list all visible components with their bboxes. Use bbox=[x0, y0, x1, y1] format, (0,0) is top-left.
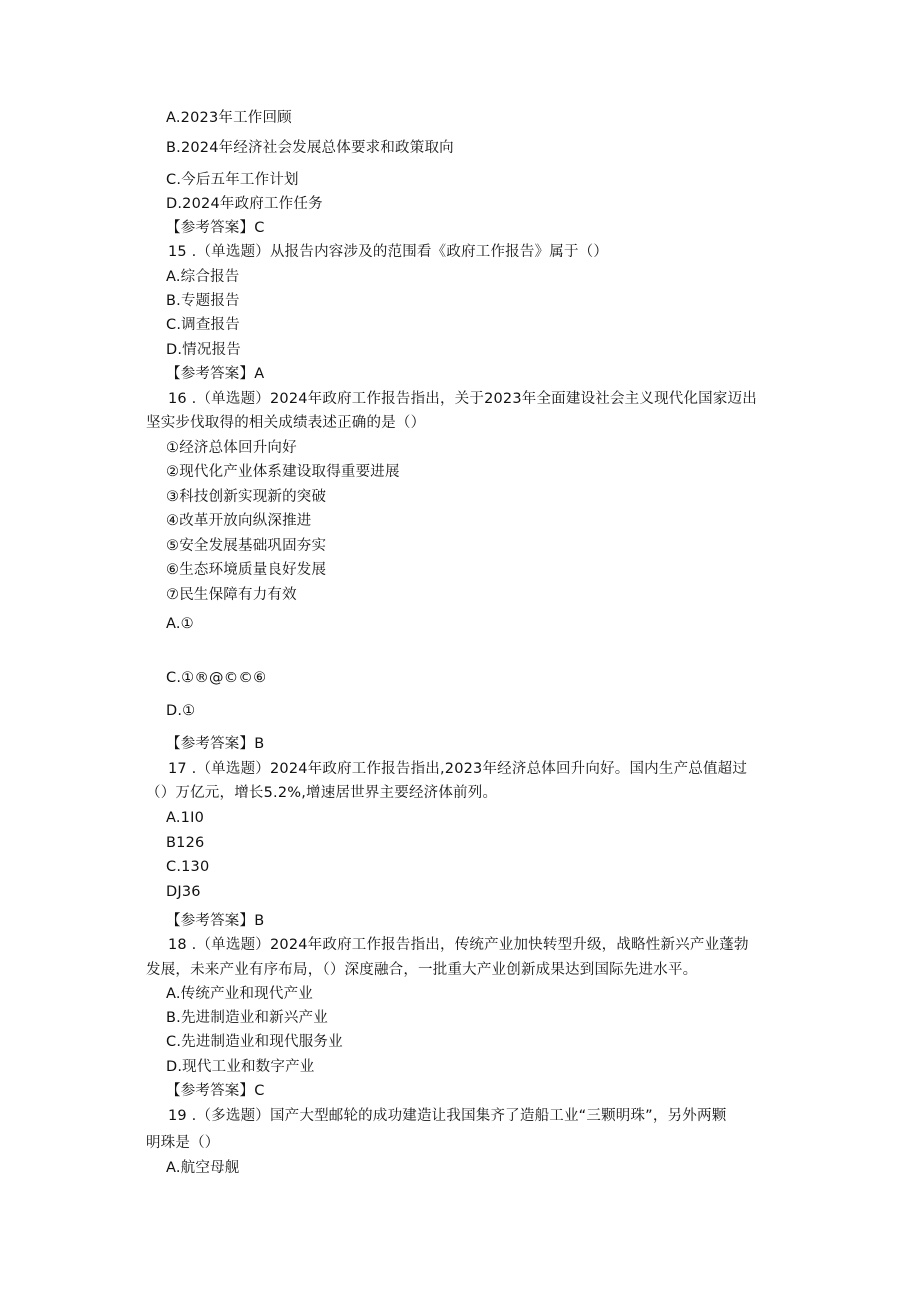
q16-question: 16 .（单选题）2024年政府工作报告指出，关于2023年全面建设社会主义现代化国家迈出 bbox=[168, 391, 757, 407]
q16-question-cont: 坚实步伐取得的相关成绩表述正确的是（） bbox=[146, 415, 426, 431]
q17-answer: 【参考答案】B bbox=[166, 913, 265, 929]
q16-item-7: ⑦民生保障有力有效 bbox=[166, 587, 297, 603]
q18-option-b: B.先进制造业和新兴产业 bbox=[166, 1010, 328, 1026]
q15-option-c: C.调查报告 bbox=[166, 317, 240, 333]
q17-option-d: DJ36 bbox=[166, 884, 201, 900]
q15-option-d: D.情况报告 bbox=[166, 342, 241, 358]
q19-question: 19 .（多选题）国产大型邮轮的成功建造让我国集齐了造船工业“三颗明珠”，另外两颗 bbox=[168, 1108, 727, 1124]
q16-item-1: ①经济总体回升向好 bbox=[166, 440, 297, 456]
q17-option-a: A.1I0 bbox=[166, 810, 205, 826]
q16-option-d: D.① bbox=[166, 703, 196, 719]
q18-option-a: A.传统产业和现代产业 bbox=[166, 986, 313, 1002]
q18-question: 18 .（单选题）2024年政府工作报告指出，传统产业加快转型升级，战略性新兴产业蓬勃 bbox=[168, 937, 749, 953]
q16-item-4: ④改革开放向纵深推进 bbox=[166, 513, 312, 529]
q16-option-a: A.① bbox=[166, 616, 194, 632]
q18-option-c: C.先进制造业和现代服务业 bbox=[166, 1034, 343, 1050]
q14-option-c: C.今后五年工作计划 bbox=[166, 172, 299, 188]
q19-question-cont: 明珠是（） bbox=[146, 1135, 220, 1151]
q19-option-a: A.航空母舰 bbox=[166, 1160, 240, 1176]
q15-option-b: B.专题报告 bbox=[166, 293, 240, 309]
q14-answer: 【参考答案】C bbox=[166, 220, 265, 236]
q16-answer: 【参考答案】B bbox=[166, 736, 265, 752]
q14-option-d: D.2024年政府工作任务 bbox=[166, 196, 323, 212]
q18-option-d: D.现代工业和数字产业 bbox=[166, 1059, 315, 1075]
q15-option-a: A.综合报告 bbox=[166, 269, 240, 285]
q16-item-3: ③科技创新实现新的突破 bbox=[166, 489, 327, 505]
q18-question-cont: 发展，未来产业有序布局，（）深度融合，一批重大产业创新成果达到国际先进水平。 bbox=[146, 962, 698, 978]
q16-item-6: ⑥生态环境质量良好发展 bbox=[166, 562, 327, 578]
q17-question: 17 .（单选题）2024年政府工作报告指出,2023年经济总体回升向好。国内生产总值超过 bbox=[168, 761, 748, 777]
q14-option-b: B.2024年经济社会发展总体要求和政策取向 bbox=[166, 140, 454, 156]
q16-item-5: ⑤安全发展基础巩固夯实 bbox=[166, 538, 327, 554]
q17-question-cont: （）万亿元，增长5.2%,增速居世界主要经济体前列。 bbox=[146, 785, 498, 801]
q16-option-c: C.①®@©©⑥ bbox=[166, 670, 267, 686]
q17-option-b: B126 bbox=[166, 835, 205, 851]
q15-answer: 【参考答案】A bbox=[166, 366, 265, 382]
q16-item-2: ②现代化产业体系建设取得重要进展 bbox=[166, 464, 400, 480]
q15-question: 15 .（单选题）从报告内容涉及的范围看《政府工作报告》属于（） bbox=[168, 244, 609, 260]
q17-option-c: C.130 bbox=[166, 859, 210, 875]
q14-option-a: A.2023年工作回顾 bbox=[166, 110, 292, 126]
q18-answer: 【参考答案】C bbox=[166, 1083, 265, 1099]
